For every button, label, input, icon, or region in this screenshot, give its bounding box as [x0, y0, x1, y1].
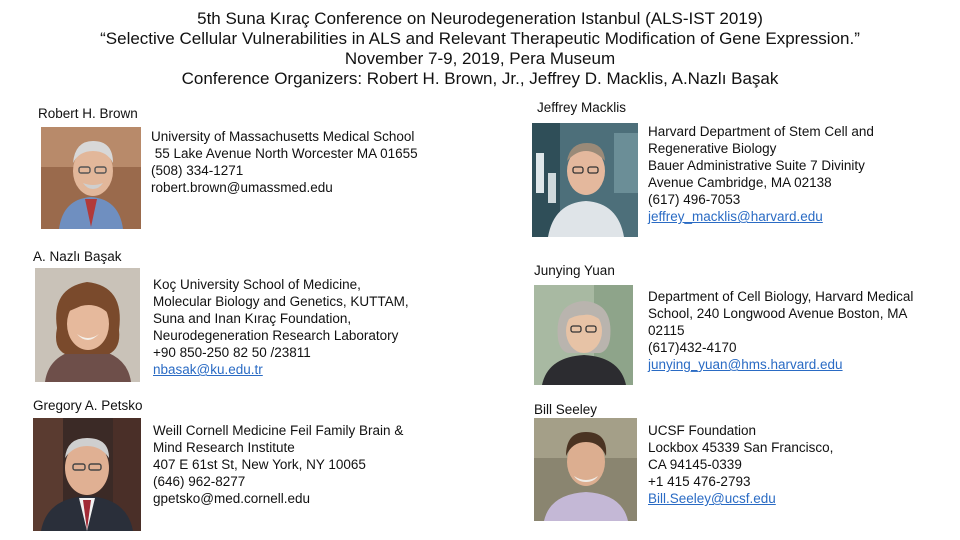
contact-info — [648, 123, 874, 225]
affiliation-line: Harvard Department of Stem Cell and — [648, 124, 874, 139]
address-line: School, 240 Longwood Avenue Boston, MA — [648, 306, 908, 321]
phone-line: (646) 962-8277 — [153, 474, 246, 489]
conference-title: 5th Suna Kıraç Conference on Neurodegeneration Istanbul (ALS-IST 2019) — [197, 9, 763, 28]
address-line: 407 E 61st St, New York, NY 10065 — [153, 457, 366, 472]
affiliation-line: University of Massachusetts Medical School — [151, 129, 415, 144]
email-link[interactable]: jeffrey_macklis@harvard.edu — [648, 209, 823, 224]
conference-organizers: Conference Organizers: Robert H. Brown, Jr., Jeffrey D. Macklis, A.Nazlı Başak — [181, 69, 779, 88]
contact-info — [151, 128, 418, 196]
address-line: 55 Lake Avenue North Worcester MA 01655 — [151, 146, 418, 161]
department-line: Molecular Biology and Genetics, KUTTAM, — [153, 294, 409, 309]
laboratory-line: Neurodegeneration Research Laboratory — [153, 328, 399, 343]
conference-header — [0, 9, 960, 89]
email-link[interactable]: junying_yuan@hms.harvard.edu — [648, 357, 843, 372]
portrait-photo — [33, 418, 141, 531]
portrait-photo — [41, 127, 141, 229]
phone-line: (617)432-4170 — [648, 340, 737, 355]
address-line: Bauer Administrative Suite 7 Divinity — [648, 158, 865, 173]
person-name: Bill Seeley — [534, 402, 598, 417]
conference-dates: November 7-9, 2019, Pera Museum — [344, 49, 616, 68]
address-line-2: Avenue Cambridge, MA 02138 — [648, 175, 832, 190]
person-name: Robert H. Brown — [38, 106, 138, 121]
portrait-photo — [35, 268, 140, 382]
conference-theme: “Selective Cellular Vulnerabilities in ALS and Relevant Therapeutic Modification of Gene Expression.” — [100, 29, 860, 48]
affiliation-line: Department of Cell Biology, Harvard Medical — [648, 289, 914, 304]
phone-line: (508) 334-1271 — [151, 163, 244, 178]
address-line: Lockbox 45339 San Francisco, — [648, 440, 834, 455]
email-text: robert.brown@umassmed.edu — [151, 180, 333, 195]
affiliation-line: Koç University School of Medicine, — [153, 277, 361, 292]
email-text: gpetsko@med.cornell.edu — [153, 491, 311, 506]
portrait-photo — [534, 418, 637, 521]
zip-line: CA 94145-0339 — [648, 457, 742, 472]
affiliation-line: Weill Cornell Medicine Feil Family Brain & — [153, 423, 404, 438]
institute-line: Mind Research Institute — [153, 440, 295, 455]
department-line: Regenerative Biology — [648, 141, 777, 156]
person-name: A. Nazlı Başak — [33, 249, 122, 264]
contact-info — [648, 288, 913, 373]
phone-line: +90 850-250 82 50 /23811 — [153, 345, 311, 360]
foundation-line: Suna and Inan Kıraç Foundation, — [153, 311, 352, 326]
contact-info — [153, 422, 403, 507]
email-link[interactable]: Bill.Seeley@ucsf.edu — [648, 491, 776, 506]
person-name: Junying Yuan — [534, 263, 615, 278]
person-name: Gregory A. Petsko — [33, 398, 143, 413]
email-link[interactable]: nbasak@ku.edu.tr — [153, 362, 263, 377]
contact-info — [153, 276, 409, 378]
zip-line: 02115 — [648, 323, 685, 338]
person-name: Jeffrey Macklis — [537, 100, 627, 115]
phone-line: +1 415 476-2793 — [648, 474, 751, 489]
portrait-photo — [534, 285, 633, 385]
portrait-photo — [532, 123, 638, 237]
affiliation-line: UCSF Foundation — [648, 423, 757, 438]
contact-info — [648, 422, 833, 507]
phone-line: (617) 496-7053 — [648, 192, 741, 207]
